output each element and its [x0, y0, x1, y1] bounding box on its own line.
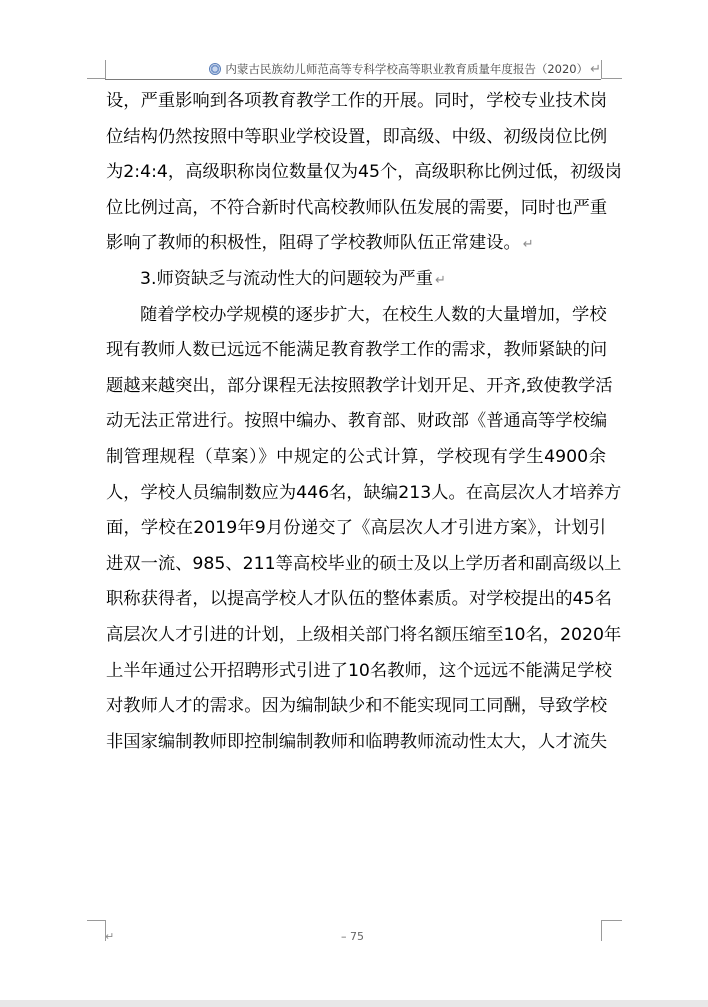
paragraph-mark: ↵: [522, 237, 534, 253]
section-heading-text: 3.师资缺乏与流动性大的问题较为严重: [140, 268, 433, 289]
body-line: 进双一流、985、211等高校毕业的硕士及以上学历者和副高级以上: [106, 553, 622, 574]
crop-mark-top-right: [601, 60, 622, 79]
workspace-background: [0, 1000, 708, 1007]
body-line: 为2:4:4，高级职称岗位数量仅为45个，高级职称比例过低，初级岗: [106, 162, 622, 183]
crop-mark-top-left: [87, 60, 106, 79]
body-line: 制管理规程（草案）》中规定的公式计算，学校现有学生4900余: [106, 446, 606, 467]
paragraph-mark: ↵: [435, 272, 446, 288]
body-line: 随着学校办学规模的逐步扩大，在校生人数的大量增加，学校: [140, 304, 607, 325]
section-heading: [106, 262, 606, 298]
body-line: 现有教师人数已远远不能满足教育教学工作的需求，教师紧缺的问: [106, 340, 608, 361]
header-return-mark: ↵: [590, 62, 601, 77]
page-footer: [105, 928, 601, 946]
body-line: 对教师人才的需求。因为编制缺少和不能实现同工同酬，导致学校: [106, 696, 608, 717]
body-line: 位比例过高，不符合新时代高校教师队伍发展的需要，同时也严重: [106, 197, 608, 218]
page-header: [105, 60, 601, 78]
crop-mark-bottom-left: [87, 920, 106, 941]
body-line-text: 影响了教师的积极性，阻碍了学校教师队伍正常建设。: [106, 233, 521, 254]
body-line: 职称获得者，以提高学校人才队伍的整体素质。对学校提出的45名: [106, 589, 612, 610]
crop-mark-bottom-right: [601, 920, 622, 941]
body-line: 上半年通过公开招聘形式引进了10名教师，这个远远不能满足学校: [106, 660, 612, 681]
body-line: 人，学校人员编制数应为446名，缺编213人。在高层次人才培养方: [106, 482, 622, 503]
school-logo-icon: [209, 63, 221, 75]
body-line: 非国家编制教师即控制编制教师和临聘教师流动性太大，人才流失: [106, 731, 608, 752]
header-title: 内蒙古民族幼儿师范高等专科学校高等职业教育质量年度报告（2020）: [225, 62, 589, 76]
document-body: [106, 84, 622, 760]
header-rule: [105, 79, 601, 80]
body-line: 设，严重影响到各项教育教学工作的开展。同时，学校专业技术岗: [106, 91, 608, 111]
page-number: – 75: [341, 930, 364, 943]
body-line: [106, 226, 606, 262]
body-line: 位结构仍然按照中等职业学校设置，即高级、中级、初级岗位比例: [106, 126, 608, 147]
body-line: 面，学校在2019年9月份递交了《高层次人才引进方案》，计划引: [106, 518, 606, 539]
body-line: 题越来越突出，部分课程无法按照教学计划开足、开齐,致使教学活: [106, 375, 613, 396]
footer-return-mark: ↵: [105, 930, 115, 943]
body-line: 动无法正常进行。按照中编办、教育部、财政部《普通高等学校编: [106, 411, 608, 432]
body-line: 高层次人才引进的计划，上级相关部门将名额压缩至10名，2020年: [106, 624, 622, 645]
